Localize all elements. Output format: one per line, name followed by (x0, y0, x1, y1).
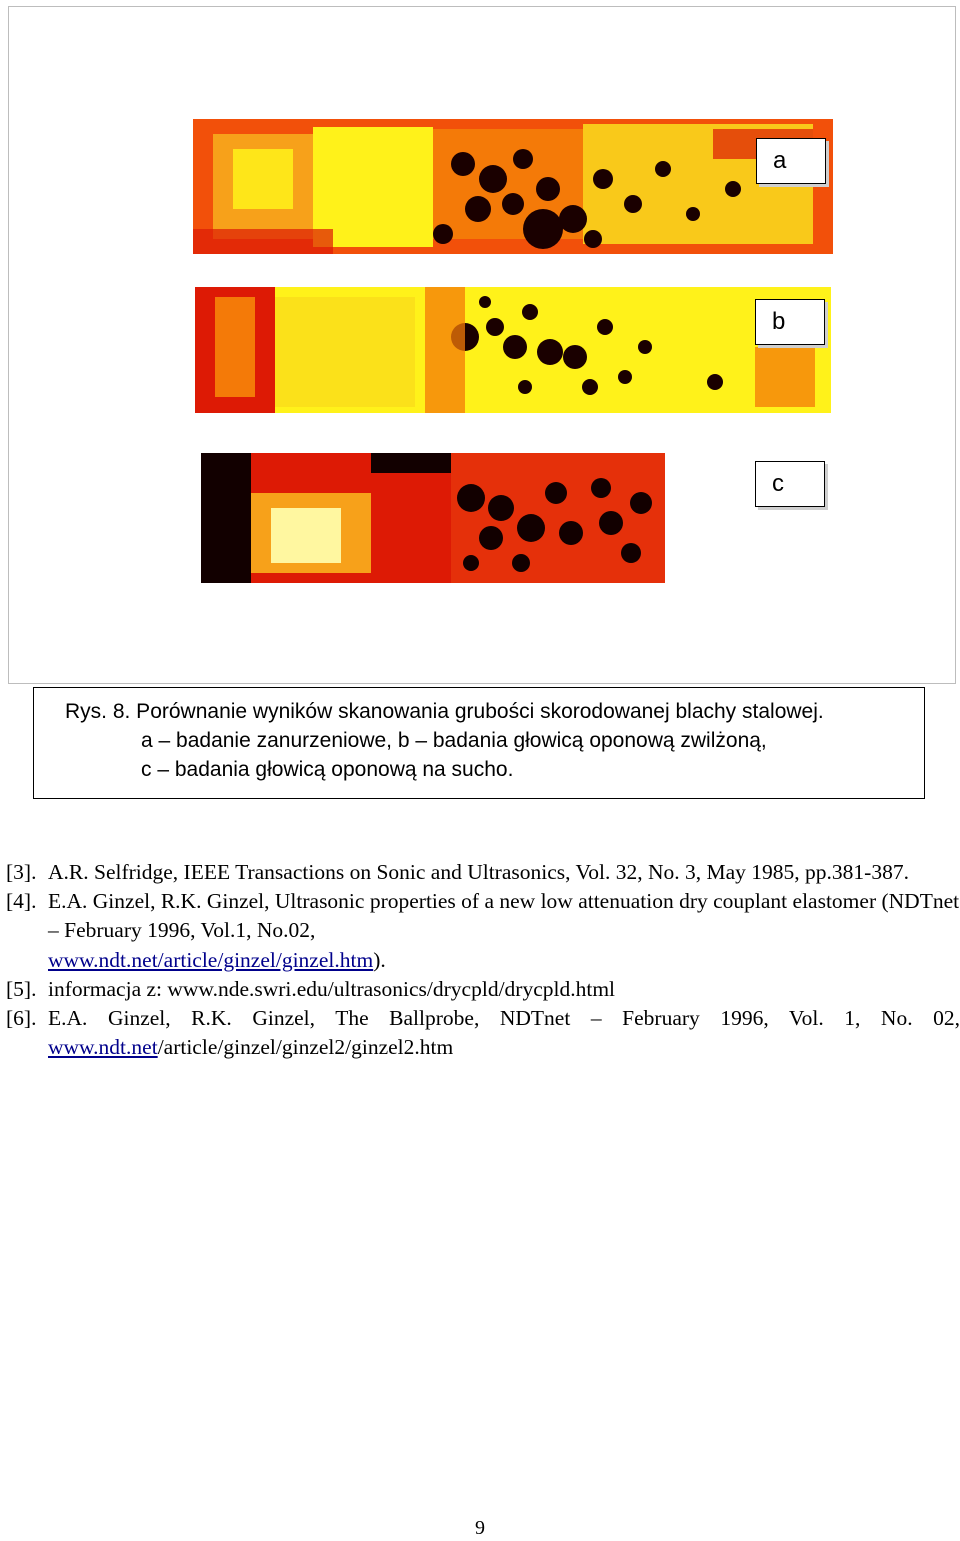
panel-label-c: c (755, 461, 825, 507)
panel-label-a: a (756, 138, 826, 184)
reference-item (6, 887, 960, 975)
reference-number: [4]. (6, 889, 37, 914)
references-list (6, 858, 960, 1062)
scan-panel-c (201, 453, 665, 583)
caption-line-3: c – badania głowicą oponową na sucho. (141, 758, 514, 781)
panel-label-b: b (755, 299, 825, 345)
reference-text: informacja z: www.nde.swri.edu/ultrasonics/drycpld/drycpld.html (48, 976, 616, 1001)
reference-item (6, 858, 960, 887)
reference-tail: ). (373, 947, 386, 972)
reference-number: [5]. (6, 976, 37, 1001)
reference-tail: /article/ginzel/ginzel2/ginzel2.htm (157, 1035, 454, 1060)
reference-item (6, 1004, 960, 1062)
caption-line-2: a – badanie zanurzeniowe, b – badania głowicą oponową zwilżoną, (141, 729, 767, 752)
reference-text: A.R. Selfridge, IEEE Transactions on Sonic and Ultrasonics, Vol. 32, No. 3, May 1985, pp.381-387. (48, 860, 909, 884)
reference-number: [3]. (6, 860, 37, 884)
reference-text: E.A. Ginzel, R.K. Ginzel, Ultrasonic properties of a new low attenuation dry couplant elastomer (NDTnet – February 1996, Vol.1, No.02, (48, 889, 960, 943)
figure-frame (8, 6, 956, 684)
reference-link[interactable]: www.ndt.net/article/ginzel/ginzel.htm (48, 947, 374, 972)
reference-number: [6]. (6, 1006, 37, 1031)
reference-item (6, 975, 960, 1004)
scan-panel-b (195, 287, 831, 413)
reference-link[interactable]: www.ndt.net (48, 1035, 158, 1060)
caption-line-1: Rys. 8. Porównanie wyników skanowania grubości skorodowanej blachy stalowej. (65, 700, 824, 723)
figure-caption (33, 687, 925, 799)
reference-text: E.A. Ginzel, R.K. Ginzel, The Ballprobe, NDTnet – February 1996, Vol. 1, No. 02, (48, 1006, 960, 1031)
scan-panel-a (193, 119, 833, 254)
page-number: 9 (475, 1517, 485, 1539)
